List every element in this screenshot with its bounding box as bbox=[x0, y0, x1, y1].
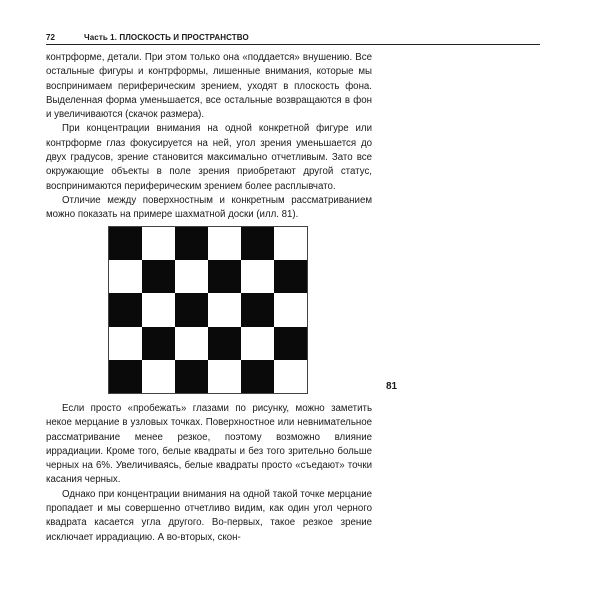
board-square bbox=[274, 293, 307, 326]
board-square bbox=[109, 327, 142, 360]
board-square bbox=[241, 260, 274, 293]
board-square bbox=[142, 327, 175, 360]
board-square bbox=[274, 327, 307, 360]
board-square bbox=[241, 227, 274, 260]
board-square bbox=[175, 360, 208, 393]
board-square bbox=[175, 260, 208, 293]
board-square bbox=[175, 293, 208, 326]
board-square bbox=[175, 227, 208, 260]
text-block-bottom bbox=[46, 402, 372, 545]
board-square bbox=[142, 227, 175, 260]
board-square bbox=[208, 227, 241, 260]
board-square bbox=[208, 360, 241, 393]
board-square bbox=[109, 260, 142, 293]
board-square bbox=[274, 227, 307, 260]
checkerboard-illustration bbox=[108, 226, 308, 394]
board-square bbox=[142, 293, 175, 326]
board-square bbox=[241, 327, 274, 360]
paragraph: При концентрации внимания на одной конкретной фигуре или контрформе глаз фокусируется на ней, угол зрения уменьшается до двух градусов, зрение становится максимально отчетливым. Зато все окружающие объекты в поле зрения приобретают другой статус, воспринимаются периферическим зрением более расплывчато. bbox=[46, 123, 372, 192]
paragraph: Отличие между поверхностным и конкретным рассматриванием можно показать на примере шахматной доски (илл. 81). bbox=[46, 194, 372, 221]
text-block-top bbox=[46, 51, 372, 223]
board-square bbox=[208, 293, 241, 326]
board-square bbox=[142, 260, 175, 293]
running-header bbox=[46, 32, 540, 45]
board-square bbox=[241, 360, 274, 393]
paragraph: Если просто «пробежать» глазами по рисунку, можно заметить некое мерцание в узловых точках. Поверхностное или невнимательное рассматривание менее резкое, поэтому возможно влияние иррадиации. Кроме того, белые квадраты и без того зрительно больше черных на 6%. Увеличиваясь, белые квадраты просто «съедают» точки касания черных. bbox=[46, 403, 372, 486]
board-square bbox=[208, 260, 241, 293]
board-square bbox=[109, 227, 142, 260]
board-square bbox=[142, 360, 175, 393]
board-square bbox=[208, 327, 241, 360]
figure-number: 81 bbox=[386, 381, 398, 392]
board-square bbox=[109, 360, 142, 393]
board-square bbox=[274, 360, 307, 393]
board-square bbox=[274, 260, 307, 293]
paragraph: Однако при концентрации внимания на одной такой точке мерцание пропадает и мы совершенно отчетливо видим, как один угол черного квадрата касается угла другого. Во-первых, такое резкое зрение исключает иррадиацию. А во-вторых, скон- bbox=[46, 488, 372, 543]
paragraph: контрформе, детали. При этом только она «поддается» внушению. Все остальные фигуры и контрформы, лишенные внимания, которые мы воспринимаем периферическим зрением, уходят в плоскость фона. Выделенная форма уменьшается, все остальные возвращаются в фон и увеличиваются (скачок размера). bbox=[46, 52, 372, 121]
board-square bbox=[109, 293, 142, 326]
board-square bbox=[241, 293, 274, 326]
chapter-title: Часть 1. ПЛОСКОСТЬ И ПРОСТРАНСТВО bbox=[84, 33, 249, 42]
board-square bbox=[175, 327, 208, 360]
page-number: 72 bbox=[46, 33, 55, 42]
